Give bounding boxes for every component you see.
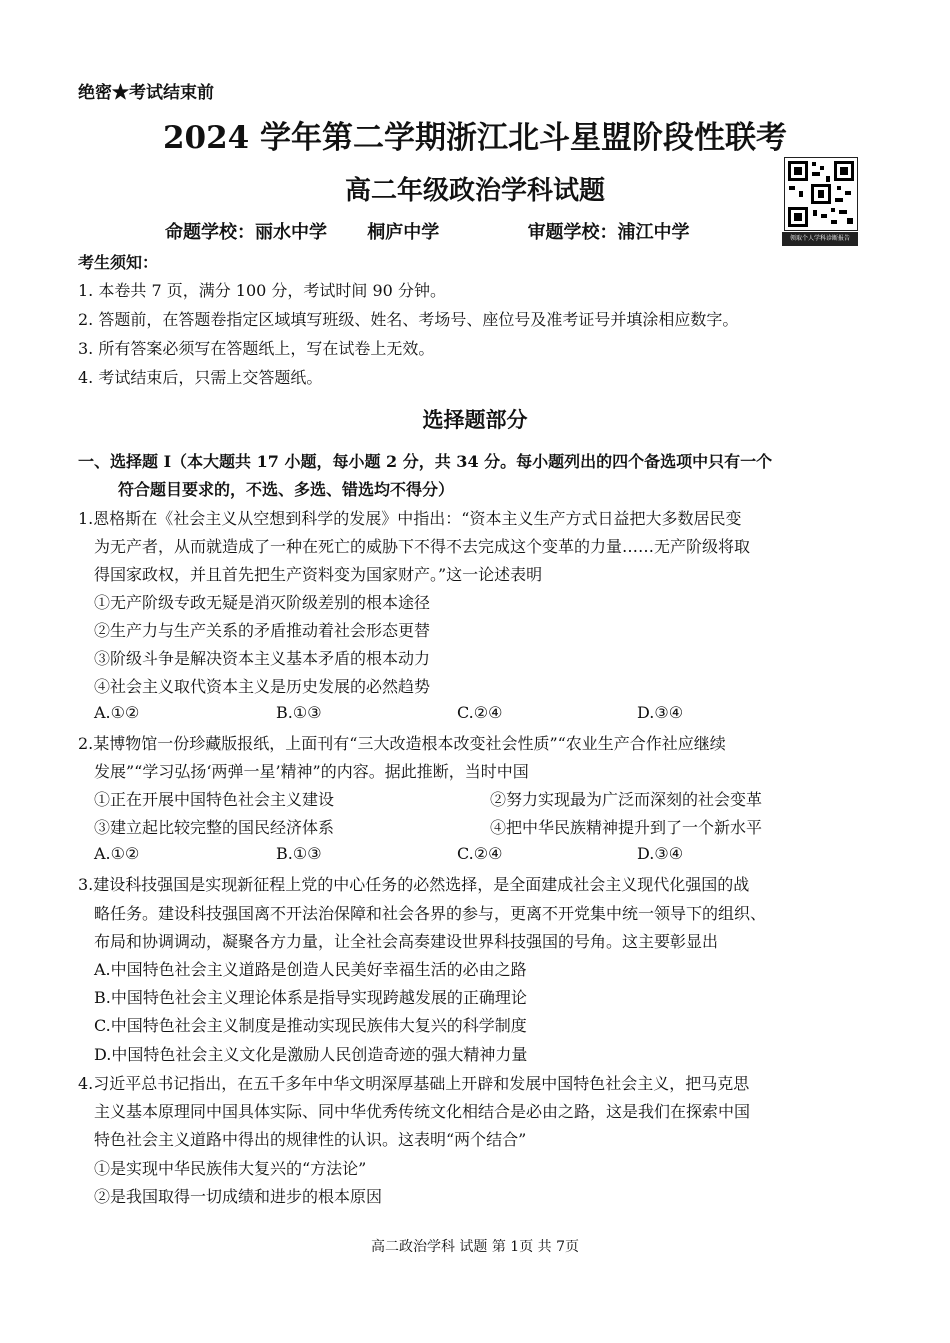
q1-option-c: C.②④: [457, 703, 503, 722]
q2-statement: ④把中华民族精神提升到了一个新水平: [490, 818, 763, 837]
q2-option-a: A.①②: [94, 844, 140, 863]
notice-heading: 考生须知：: [78, 253, 159, 272]
q4-stem: 主义基本原理同中国具体实际、同中华优秀传统文化相结合是必由之路，这是我们在探索中国: [94, 1102, 751, 1121]
q1-stem: 得国家政权，并且首先把生产资料变为国家财产。”这一论述表明: [94, 565, 543, 584]
q3-option-b: B.中国特色社会主义理论体系是指导实现跨越发展的正确理论: [94, 988, 527, 1007]
q1-option-b: B.①③: [276, 703, 322, 722]
q1-statement: ③阶级斗争是解决资本主义基本矛盾的根本动力: [94, 649, 431, 668]
confidential-label: 绝密★考试结束前: [78, 83, 214, 103]
q4-stem: 特色社会主义道路中得出的规律性的认识。这表明“两个结合”: [94, 1130, 527, 1149]
q1-statement: ④社会主义取代资本主义是历史发展的必然趋势: [94, 677, 431, 696]
school-info: [165, 218, 690, 244]
q2-statement: ③建立起比较完整的国民经济体系: [94, 818, 335, 837]
q1-statement: ①无产阶级专政无疑是消灭阶级差别的根本途径: [94, 593, 431, 612]
reviewing-school: 审题学校：浦江中学: [527, 222, 690, 243]
section-title: 选择题部分: [422, 407, 528, 432]
q1-statement: ②生产力与生产关系的矛盾推动着社会形态更替: [94, 621, 431, 640]
q4-statement: ②是我国取得一切成绩和进步的根本原因: [94, 1187, 383, 1206]
notice-item: 4. 考试结束后，只需上交答题纸。: [78, 368, 323, 387]
q2-option-b: B.①③: [276, 844, 322, 863]
part-instructions: 一、选择题 I（本大题共 17 小题，每小题 2 分，共 34 分。每小题列出的四个备选项中只有一个: [78, 452, 773, 471]
q3-stem: 略任务。建设科技强国离不开法治保障和社会各界的参与，更离不开党集中统一领导下的组织、: [94, 904, 767, 923]
q4-stem: 4.习近平总书记指出，在五千多年中华文明深厚基础上开辟和发展中国特色社会主义，把马克思: [78, 1074, 750, 1093]
proposing-school-1: 命题学校：丽水中学: [165, 222, 327, 243]
exam-title: 2024 学年第二学期浙江北斗星盟阶段性联考: [162, 120, 788, 156]
q1-stem: 1.恩格斯在《社会主义从空想到科学的发展》中指出：“资本主义生产方式日益把大多数居民变: [78, 509, 742, 528]
q3-stem: 3.建设科技强国是实现新征程上党的中心任务的必然选择，是全面建成社会主义现代化强国的战: [78, 875, 750, 894]
q3-option-c: C.中国特色社会主义制度是推动实现民族伟大复兴的科学制度: [94, 1016, 527, 1035]
page-footer: 高二政治学科 试题 第 1页 共 7页: [370, 1239, 580, 1255]
q3-option-a: A.中国特色社会主义道路是创造人民美好幸福生活的必由之路: [94, 960, 527, 979]
notice-item: 1. 本卷共 7 页，满分 100 分，考试时间 90 分钟。: [78, 281, 446, 300]
q2-option-d: D.③④: [637, 844, 684, 863]
q1-option-d: D.③④: [637, 703, 684, 722]
q1-option-a: A.①②: [94, 703, 140, 722]
q3-stem: 布局和协调调动，凝聚各方力量，让全社会高奏建设世界科技强国的号角。这主要彰显出: [94, 932, 719, 951]
notice-item: 2. 答题前，在答题卷指定区域填写班级、姓名、考场号、座位号及准考证号并填涂相应数字。: [78, 310, 739, 329]
qr-code-icon: [784, 157, 858, 231]
q4-statement: ①是实现中华民族伟大复兴的“方法论”: [94, 1159, 367, 1178]
q2-stem: 发展”“学习弘扬‘两弹一星’精神”的内容。据此推断，当时中国: [94, 762, 529, 781]
qr-caption: 领取个人学科诊断报告: [782, 232, 858, 246]
q1-stem: 为无产者，从而就造成了一种在死亡的威胁下不得不去完成这个变革的力量……无产阶级将取: [94, 537, 751, 556]
q2-statement: ①正在开展中国特色社会主义建设: [94, 790, 335, 809]
exam-subtitle: 高二年级政治学科试题: [344, 176, 605, 206]
part-instructions-cont: 符合题目要求的，不选、多选、错选均不得分）: [118, 480, 455, 499]
q2-option-c: C.②④: [457, 844, 503, 863]
notice-item: 3. 所有答案必须写在答题纸上，写在试卷上无效。: [78, 339, 435, 358]
q3-option-d: D.中国特色社会主义文化是激励人民创造奇迹的强大精神力量: [94, 1045, 528, 1064]
q2-statement: ②努力实现最为广泛而深刻的社会变革: [490, 790, 763, 809]
q2-stem: 2.某博物馆一份珍藏版报纸，上面刊有“三大改造根本改变社会性质”“农业生产合作社应继续: [78, 734, 726, 753]
proposing-school-2: 桐庐中学: [367, 222, 440, 243]
